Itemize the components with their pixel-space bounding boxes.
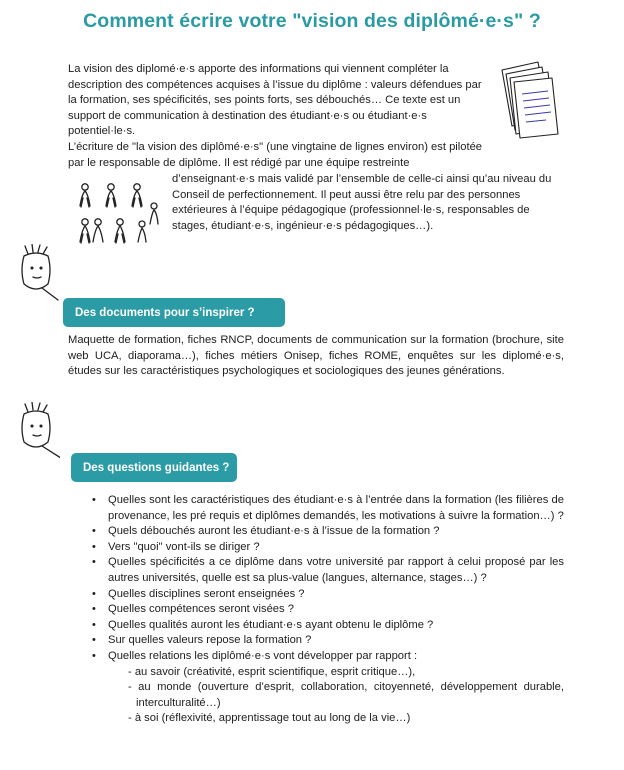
list-item: • Quelles spécificités a ce diplôme dans votre université par rapport à celui proposé par les autres universités, quelle est sa plus-value (langues, alternance, stages…) ? (92, 555, 564, 586)
list-item: • Quelles qualités auront les étudiant·e·s ayant obtenu le diplôme ? (92, 618, 564, 634)
list-item: • Quels débouchés auront les étudiant·e·s à l’issue de la formation ? (92, 524, 564, 540)
intro-text (68, 62, 483, 171)
sub-item: - au monde (ouverture d’esprit, collaboration, citoyenneté, développement durable, interculturalité…) (128, 681, 564, 709)
people-icon (74, 182, 166, 246)
list-item: • Vers "quoi" vont-ils se diriger ? (92, 540, 564, 556)
list-item-relations (92, 649, 564, 727)
section-heading-documents: Des documents pour s’inspirer ? (63, 298, 285, 327)
intro-paragraph-2: L’écriture de "la vision des diplômé·e·s" (une vingtaine de lignes environ) est pilotée par le responsable de diplôme. Il est rédigé par une équipe restreinte (68, 140, 483, 169)
list-item: • Quelles disciplines seront enseignées ? (92, 587, 564, 603)
relations-sublist (108, 665, 564, 727)
questions-list (92, 493, 564, 727)
documents-paragraph: Maquette de formation, fiches RNCP, documents de communication sur la formation (brochure, site web UCA, diaporama…), fiches métiers Onisep, fiches ROME, enquêtes sur les diplomé·e·s, études sur les caractéristiques psychologiques et sociologiques des jeunes générations. (68, 334, 564, 378)
face-icon (18, 244, 60, 308)
documents-icon (496, 60, 566, 142)
list-item: • Quelles sont les caractéristiques des étudiant·e·s à l’entrée dans la formation (les filières de provenance, les pré requis et diplômes demandés, les motivations à suivre la formation…) ? (92, 493, 564, 524)
list-item: • Quelles compétences seront visées ? (92, 602, 564, 618)
list-item: • Sur quelles valeurs repose la formation ? (92, 633, 564, 649)
list-item-label: Quelles relations les diplômé·e·s vont développer par rapport : (108, 649, 418, 662)
intro-continuation (172, 172, 558, 234)
intro-paragraph-3: d’enseignant·e·s mais validé par l’ensemble de celle-ci ainsi qu’au niveau du Conseil de perfectionnement. Il peut aussi être relu par des personnes extérieures à l’équipe pédagogique (professionnel·le·s, responsables de stages, étudiant·e·s, ingénieur·e·s pédagogiques…). (172, 173, 552, 232)
intro-paragraph-1: La vision des diplomé·e·s apporte des informations qui viennent compléter la description des compétences acquises à l’issue du diplôme : valeurs défendues par la formation, ses spécificités, ses points forts, ses débouchés… Ce texte est un support de communication à destination des étudiant·e·s ou étudiant·e·s potentiel·le·s. (68, 63, 482, 138)
sub-item: - au savoir (créativité, esprit scientifique, esprit critique…), (128, 665, 416, 678)
sub-item: - à soi (réflexivité, apprentissage tout au long de la vie…) (128, 712, 411, 725)
page-title: Comment écrire votre "vision des diplômé·e·s" ? (83, 10, 541, 32)
section-heading-questions: Des questions guidantes ? (71, 453, 237, 482)
face-icon-2 (18, 402, 60, 466)
